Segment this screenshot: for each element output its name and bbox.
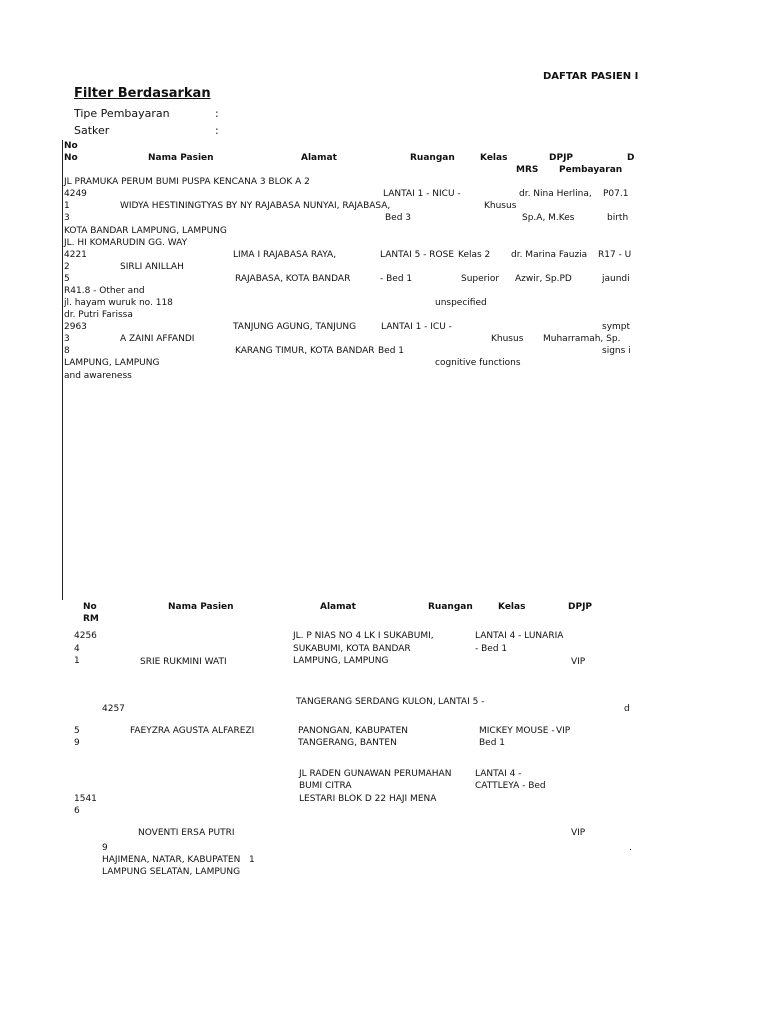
- nama-pasien-cell: A ZAINI AFFANDI: [120, 334, 195, 344]
- alamat-cell-cont: LIMA I RAJABASA RAYA,: [233, 250, 337, 260]
- alamat-cell-cont: SUKABUMI, KOTA BANDAR: [293, 644, 411, 654]
- nama-pasien-cell: FAEYZRA AGUSTA ALFAREZI: [130, 726, 255, 736]
- dpjp-cell: dr. Marina Fauzia: [511, 250, 588, 260]
- diagnosa-cell-pre2: unspecified: [435, 298, 487, 308]
- alamat-cell: TANGERANG SERDANG KULON,: [296, 697, 436, 707]
- dpjp-cell-cut: .: [629, 843, 632, 853]
- ruangan-cell: LANTAI 5 - ROSE: [380, 250, 455, 260]
- left-border-line: [62, 140, 63, 600]
- tipe-pembayaran-colon: :: [215, 107, 219, 120]
- no-cell: 3: [64, 334, 70, 344]
- no-cell: 1: [64, 201, 70, 211]
- alamat-cell: JL. HI KOMARUDIN GG. WAY: [64, 238, 188, 248]
- diagnosa-cell-cont2: cognitive functions: [435, 358, 521, 368]
- ruangan-cell-cont: - Bed 1: [380, 274, 413, 284]
- kelas-cell: VIP: [571, 657, 586, 667]
- diagnosa-cell-cont: birth: [607, 213, 629, 223]
- ruangan-cell: LANTAI 4 -: [475, 769, 522, 779]
- alamat-cell-cont3: LAMPUNG, LAMPUNG: [64, 358, 160, 368]
- ruangan-cell-cont: Bed 3: [385, 213, 412, 223]
- ruangan-cell: LANTAI 1 - NICU -: [383, 189, 461, 199]
- rm-cell-cont: 6: [74, 806, 80, 816]
- alamat-cell-cont2: LAMPUNG, LAMPUNG: [293, 656, 389, 666]
- nama-pasien-cell: NOVENTI ERSA PUTRI: [138, 828, 235, 838]
- kelas-cell-cont: Superior: [461, 274, 500, 284]
- rm-cell-cont: 9: [74, 738, 80, 748]
- alamat-cell-cont2: KARANG TIMUR, KOTA BANDAR: [235, 346, 375, 356]
- header-pembayaran: Pembayaran: [559, 165, 623, 175]
- nama-pasien-cell: SRIE RUKMINI WATI: [140, 657, 227, 667]
- diagnosa-cell: R17 - U: [598, 250, 632, 260]
- dpjp-cell-pre: dr. Putri Farissa: [64, 310, 133, 320]
- dpjp-cell-cont: Sp.A, M.Kes: [522, 213, 575, 223]
- alamat-cell: JL. P NIAS NO 4 LK I SUKABUMI,: [293, 631, 434, 641]
- rm-cell-cont2: 9: [102, 843, 108, 853]
- header-alamat: Alamat: [320, 602, 356, 612]
- header-ruangan: Ruangan: [410, 153, 455, 163]
- ruangan-cell-cont: CATTLEYA - Bed: [475, 781, 546, 791]
- dpjp-cell: dr. Nina Herlina,: [519, 189, 592, 199]
- header-diagnosa-cut: D: [627, 153, 635, 163]
- ruangan-cell-cont: - Bed 1: [475, 644, 508, 654]
- kelas-cell: Kelas 2: [458, 250, 491, 260]
- alamat-cell-cont4: LAMPUNG SELATAN, LAMPUNG: [102, 867, 241, 877]
- header-mrs: MRS: [516, 165, 539, 175]
- satker-label: Satker: [74, 124, 110, 137]
- diagnosa-cell-cont3: and awareness: [64, 371, 132, 381]
- filter-title: Filter Berdasarkan: [74, 86, 211, 101]
- alamat-cell-cont: TANJUNG AGUNG, TANJUNG: [233, 322, 357, 332]
- header-nama-pasien: Nama Pasien: [168, 602, 234, 612]
- dpjp-cell: Muharramah, Sp.: [543, 334, 621, 344]
- alamat-cell: JL PRAMUKA PERUM BUMI PUSPA KENCANA 3 BLOK A 2: [64, 177, 310, 187]
- header-dpjp: DPJP: [549, 153, 574, 163]
- satker-colon: :: [215, 124, 219, 137]
- diagnosa-cell-cont: signs i: [602, 346, 631, 356]
- rm-cell: 1541: [74, 794, 97, 804]
- rm-cell: 4256: [74, 631, 97, 641]
- kelas-cell: Khusus: [484, 201, 517, 211]
- header-nama-pasien: Nama Pasien: [148, 153, 214, 163]
- ruangan-cell: LANTAI 1 - ICU -: [381, 322, 452, 332]
- alamat-cell-cont2: RAJABASA, KOTA BANDAR: [235, 274, 351, 284]
- header-kelas: Kelas: [498, 602, 526, 612]
- ruangan-cell: LANTAI 5 -: [438, 697, 485, 707]
- tipe-pembayaran-label: Tipe Pembayaran: [74, 107, 170, 120]
- dpjp-cell-cut: d: [624, 704, 630, 714]
- header-no: No: [64, 153, 78, 163]
- alamat-cell-cont: PANONGAN, KABUPATEN: [298, 726, 409, 736]
- ruangan-cell-cont: MICKEY MOUSE -: [479, 726, 555, 736]
- diagnosa-cell-pre: R41.8 - Other and: [64, 286, 145, 296]
- header-dpjp: DPJP: [568, 602, 593, 612]
- header-rm: RM: [83, 614, 99, 624]
- header-no: No: [83, 602, 97, 612]
- rm-cell-cont: 5: [64, 274, 70, 284]
- rm-cell-cont: 4: [74, 644, 80, 654]
- header-no-top: No: [64, 141, 78, 151]
- alamat-cell-cont3: HAJIMENA, NATAR, KABUPATEN: [102, 855, 241, 865]
- kelas-cell: VIP: [556, 726, 571, 736]
- nama-pasien-cell: SIRLI ANILLAH: [120, 262, 184, 272]
- header-kelas: Kelas: [480, 153, 508, 163]
- kelas-cell: VIP: [571, 828, 586, 838]
- alamat-cell: JL RADEN GUNAWAN PERUMAHAN: [299, 769, 452, 779]
- rm-cell-cont: 8: [64, 346, 70, 356]
- alamat-cell-cont2: LESTARI BLOK D 22 HAJI MENA: [299, 794, 437, 804]
- header-alamat: Alamat: [301, 153, 337, 163]
- diagnosa-cell: sympt: [602, 322, 631, 332]
- nama-pasien-cell: WIDYA HESTININGTYAS BY NY RAJABASA NUNYAI, RAJABASA,: [120, 201, 391, 211]
- rm-cell: 4221: [64, 250, 87, 260]
- ruangan-cell-cont2: 1: [249, 855, 255, 865]
- diagnosa-cell: P07.1: [603, 189, 629, 199]
- rm-cell: 4249: [64, 189, 87, 199]
- dpjp-cell-cont: Azwir, Sp.PD: [515, 274, 572, 284]
- ruangan-cell-cont2: Bed 1: [479, 738, 506, 748]
- no-cell: 1: [74, 656, 80, 666]
- document-title: DAFTAR PASIEN I: [543, 71, 639, 82]
- kelas-cell: Khusus: [491, 334, 524, 344]
- ruangan-cell: LANTAI 4 - LUNARIA: [475, 631, 564, 641]
- alamat-cell-cont: BUMI CITRA: [299, 781, 352, 791]
- diagnosa-cell-cont: jaundi: [602, 274, 630, 284]
- no-cell: 2: [64, 262, 70, 272]
- ruangan-cell-cont: Bed 1: [378, 346, 405, 356]
- alamat-cell: jl. hayam wuruk no. 118: [64, 298, 173, 308]
- rm-cell: 2963: [64, 322, 87, 332]
- no-cell: 5: [74, 726, 80, 736]
- rm-cell: 4257: [102, 704, 125, 714]
- header-ruangan: Ruangan: [428, 602, 473, 612]
- alamat-cell-cont2: TANGERANG, BANTEN: [298, 738, 397, 748]
- rm-cell-cont: 3: [64, 213, 70, 223]
- alamat-cell-cont: KOTA BANDAR LAMPUNG, LAMPUNG: [64, 226, 227, 236]
